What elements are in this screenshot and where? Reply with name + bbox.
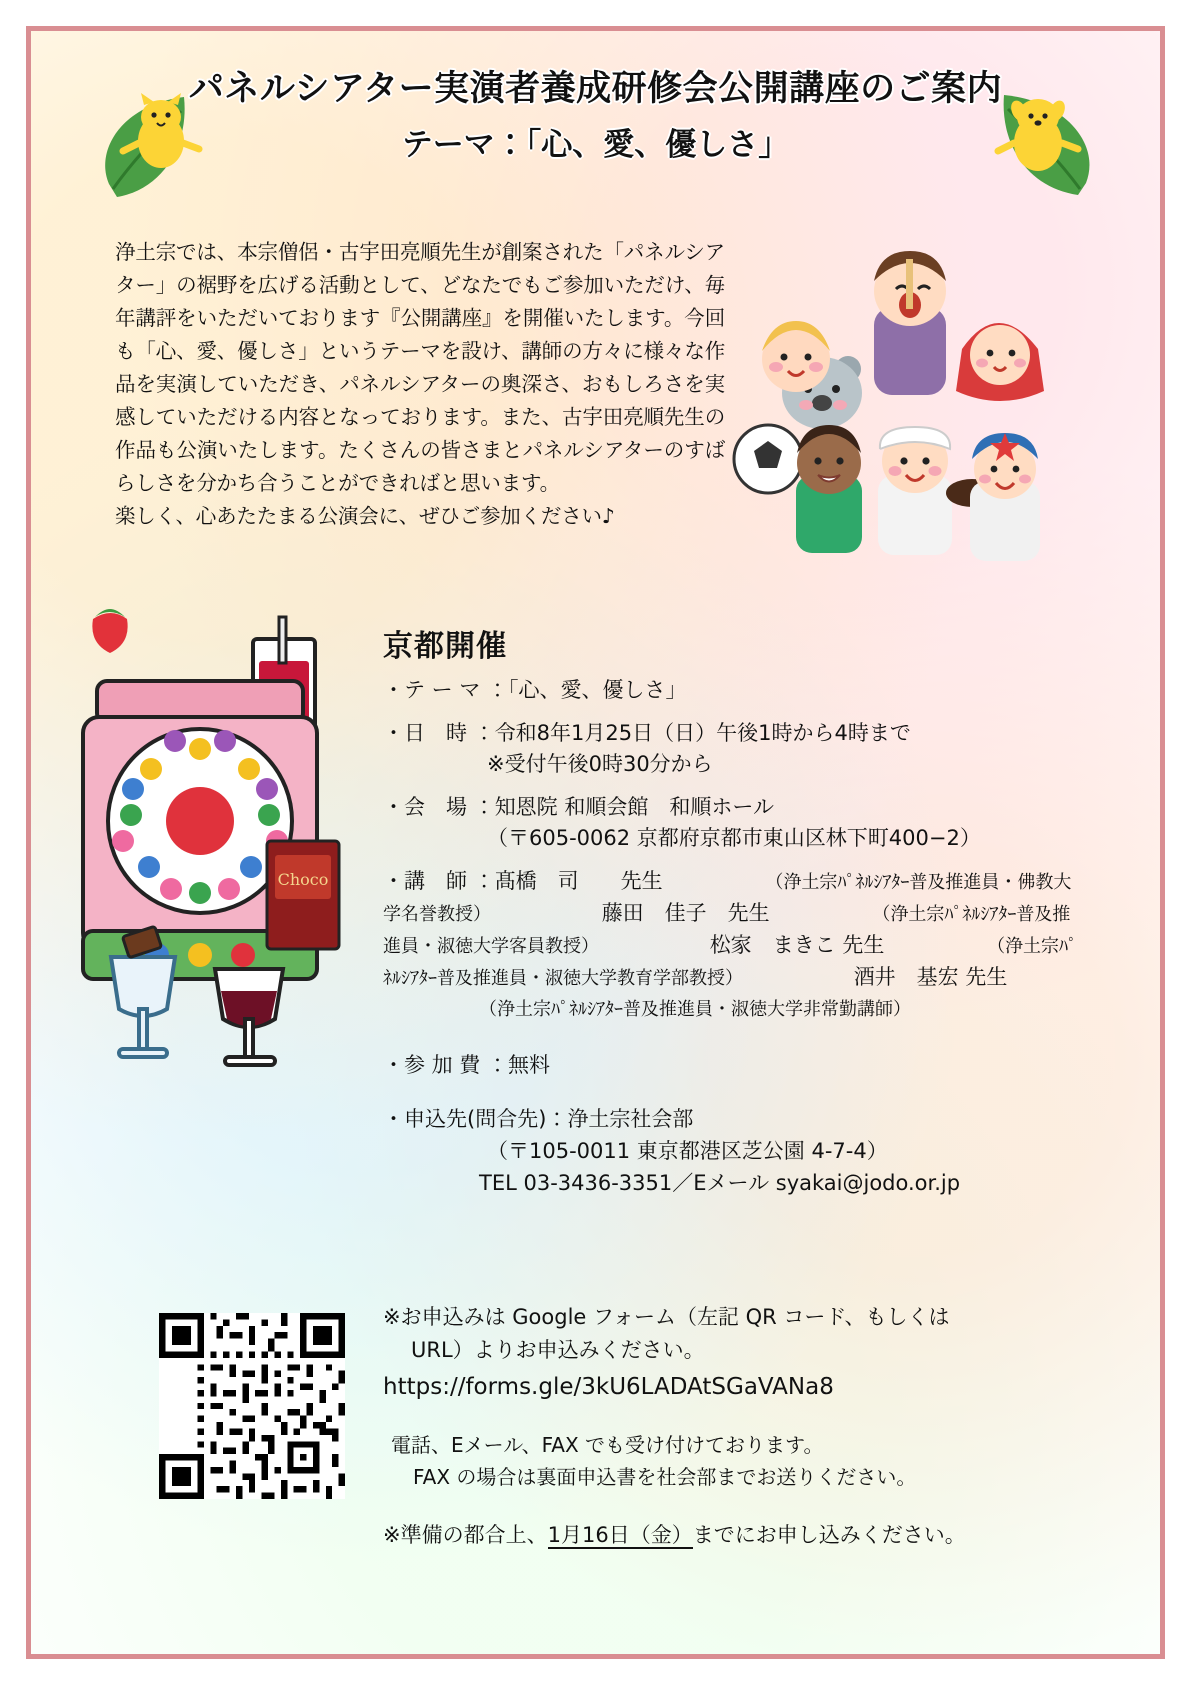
event-theme-label: ・テ ー マ ： bbox=[383, 678, 509, 702]
svg-text:Choco: Choco bbox=[277, 870, 329, 889]
event-fee-value: 無料 bbox=[508, 1053, 551, 1077]
other-contact-note bbox=[383, 1429, 1103, 1493]
event-venue-value: 知恩院 和順会館 和順ホール bbox=[494, 795, 774, 819]
event-date-value: 令和8年1月25日（日）午後1時から4時まで bbox=[494, 721, 911, 745]
event-contact-tel: TEL 03-3436-3351／Eメール syakai@jodo.or.jp bbox=[479, 1171, 961, 1195]
application-url[interactable]: https://forms.gle/3kU6LADAtSGaVANa8 bbox=[383, 1374, 834, 1400]
lecturer-affiliation-2: （浄土宗ﾊﾟﾈﾙｼｱﾀｰ普及推進員・淑徳大学客員教授） bbox=[383, 904, 1071, 957]
event-info bbox=[383, 621, 1083, 1199]
google-form-note bbox=[383, 1301, 1103, 1367]
intro-paragraph: 浄土宗では、本宗僧侶・古宇田亮順先生が創案された「パネルシアター」の裾野を広げる活動として、どなたでもご参加いただけ、毎年講評をいただいております『公開講座』を開催いたします。今回も「心、愛、優しさ」というテーマを設け、講師の方々に様々な作品を実演していただき、パネルシアターの奥深さ、おもしろさを実感していただける内容となっております。また、古宇田亮順先生の作品も公演いたします。たくさんの皆さまとパネルシアターのすばらしさを分かち合うことができればと思います。 bbox=[115, 240, 725, 495]
other-contact-line2: FAX の場合は裏面申込書を社会部までお送りください。 bbox=[413, 1465, 917, 1489]
qr-code-icon[interactable] bbox=[159, 1313, 345, 1499]
event-fee-row bbox=[383, 1050, 1083, 1081]
event-city: 京都開催 bbox=[383, 629, 507, 664]
poster-frame bbox=[26, 26, 1165, 1659]
event-contact-label: ・申込先(問合先)： bbox=[383, 1107, 568, 1131]
lecturer-name-1: 髙橋 司 先生 bbox=[494, 869, 663, 893]
lecturer-name-3: 松家 まきこ 先生 bbox=[709, 933, 885, 957]
lecturer-name-2: 藤田 佳子 先生 bbox=[601, 901, 770, 925]
google-form-note-line2: URL）よりお申込みください。 bbox=[411, 1338, 705, 1362]
event-date-label: ・日 時 ： bbox=[383, 721, 495, 745]
event-contact-address: （〒105-0011 東京都港区芝公園 4-7-4） bbox=[487, 1139, 888, 1163]
lecturer-affiliation-1: （浄土宗ﾊﾟﾈﾙｼｱﾀｰ普及推進員・佛教大学名誉教授） bbox=[383, 872, 1072, 925]
event-theme-value: 「心、愛、優しさ」 bbox=[508, 678, 687, 702]
application-notes bbox=[383, 1301, 1103, 1551]
event-lecturer-row bbox=[383, 866, 1083, 1024]
event-venue-row bbox=[383, 792, 1083, 854]
event-date-row bbox=[383, 718, 1083, 780]
lecturer-affiliation-3: （浄土宗ﾊﾟﾈﾙｼｱﾀｰ普及推進員・淑徳大学教育学部教授） bbox=[383, 936, 1078, 989]
deadline-prefix: ※準備の都合上、 bbox=[383, 1523, 548, 1547]
event-contact-row bbox=[383, 1103, 1083, 1199]
event-theme-row bbox=[383, 675, 1083, 706]
google-form-note-line1: ※お申込みは Google フォーム（左記 QR コード、もしくは bbox=[383, 1305, 950, 1329]
event-venue-label: ・会 場 ： bbox=[383, 795, 495, 819]
page-title: パネルシアター実演者養成研修会公開講座のご案内 bbox=[188, 69, 1003, 109]
deadline-note bbox=[383, 1519, 1103, 1551]
sweets-illustration bbox=[71, 591, 371, 1111]
event-lecturer-label: ・講 師 ： bbox=[383, 869, 495, 893]
intro-closing: 楽しく、心あたたまる公演会に、ぜひご参加ください♪ bbox=[115, 504, 615, 528]
lecturer-affiliation-4: （浄土宗ﾊﾟﾈﾙｼｱﾀｰ普及推進員・淑徳大学非常勤講師） bbox=[479, 999, 911, 1020]
deadline-date: 1月16日（金） bbox=[547, 1523, 693, 1547]
page-subtitle: テーマ：「心、愛、優しさ」 bbox=[401, 127, 790, 163]
event-contact-value: 浄土宗社会部 bbox=[567, 1107, 694, 1131]
event-venue-address: （〒605-0062 京都府京都市東山区林下町400−2） bbox=[487, 826, 981, 850]
event-fee-label: ・参 加 費 ： bbox=[383, 1053, 509, 1077]
event-date-note: ※受付午後0時30分から bbox=[487, 752, 713, 776]
children-illustration bbox=[706, 241, 1126, 571]
deadline-suffix: までにお申し込みください。 bbox=[692, 1523, 966, 1547]
other-contact-line1: 電話、Eメール、FAX でも受け付けております。 bbox=[391, 1433, 824, 1457]
intro-text bbox=[115, 236, 725, 533]
lecturer-name-4: 酒井 基宏 先生 bbox=[853, 965, 1008, 989]
